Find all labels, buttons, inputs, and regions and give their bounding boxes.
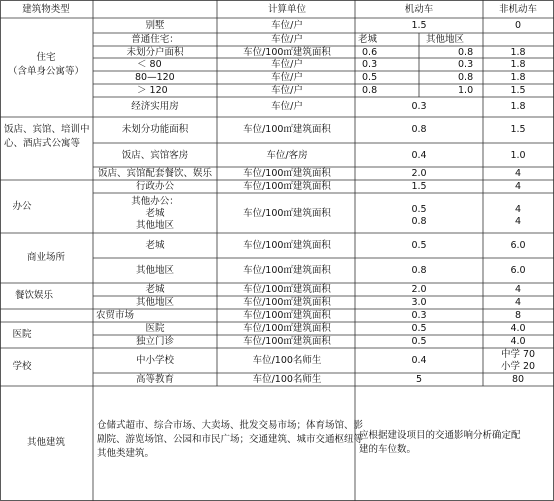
ordinary-other-area: 其他地区 bbox=[426, 34, 465, 45]
r80-120-nonmotor: 1.8 bbox=[510, 72, 526, 83]
commercial-other-unit: 车位/100㎡建筑面积 bbox=[243, 265, 331, 276]
other-buildings-label: 其他建筑 bbox=[26, 437, 66, 448]
r80-120-unit: 车位/户 bbox=[271, 72, 303, 83]
office-admin-name: 行政办公 bbox=[135, 181, 175, 192]
hotel-support-name: 饭店、宾馆配套餐饮、娱乐 bbox=[97, 168, 213, 179]
villa-nonmotor: 0 bbox=[514, 20, 522, 31]
unclassified-name: 未划分户面积 bbox=[126, 47, 184, 58]
gt120-unit: 车位/户 bbox=[271, 85, 303, 96]
other-buildings-desc-line3: 其他类建筑。 bbox=[97, 448, 155, 459]
dining-old-name: 老城 bbox=[145, 284, 165, 295]
header-nonmotor: 非机动车 bbox=[498, 4, 538, 15]
unclassified-other: 0.8 bbox=[458, 47, 474, 58]
office-other-name2: 老城 bbox=[145, 208, 165, 219]
hotel-label: 饭店、宾馆、培训中心、酒店式公寓等 bbox=[4, 124, 90, 149]
lt80-name: ＜ 80 bbox=[137, 59, 162, 70]
residential-label: 住宅 bbox=[36, 52, 56, 63]
header-motor: 机动车 bbox=[404, 4, 434, 15]
office-label: 办公 bbox=[12, 201, 32, 212]
affordable-nonmotor: 1.8 bbox=[510, 101, 526, 112]
clinic-nonmotor: 4.0 bbox=[510, 336, 526, 347]
r80-120-name: 80—120 bbox=[135, 72, 175, 83]
school-primary-motor: 0.4 bbox=[411, 355, 427, 366]
clinic-motor: 0.5 bbox=[411, 336, 427, 347]
clinic-unit: 车位/100㎡建筑面积 bbox=[243, 336, 331, 347]
lt80-nonmotor: 1.8 bbox=[510, 59, 526, 70]
hotel-rooms-motor: 0.4 bbox=[411, 150, 427, 161]
unclassified-nonmotor: 1.8 bbox=[510, 47, 526, 58]
hotel-support-motor: 2.0 bbox=[411, 168, 427, 179]
hotel-unclassified-nonmotor: 1.5 bbox=[510, 124, 526, 135]
hotel-support-unit: 车位/100㎡建筑面积 bbox=[243, 168, 331, 179]
office-other-motor1: 0.5 bbox=[411, 204, 427, 215]
hospital-label: 医院 bbox=[12, 329, 32, 340]
office-other-nonmotor2: 4 bbox=[514, 216, 522, 227]
affordable-unit: 车位/户 bbox=[271, 101, 303, 112]
lt80-unit: 车位/户 bbox=[271, 59, 303, 70]
commercial-other-motor: 0.8 bbox=[411, 265, 427, 276]
hospital-name: 医院 bbox=[145, 323, 165, 334]
header-unit: 计算单位 bbox=[267, 4, 307, 15]
hotel-rooms-name: 饭店、宾馆客房 bbox=[121, 150, 189, 161]
office-other-motor2: 0.8 bbox=[411, 216, 427, 227]
commercial-other-name: 其他地区 bbox=[135, 265, 175, 276]
hotel-unclassified-name: 未划分功能面积 bbox=[121, 124, 189, 135]
hotel-rooms-nonmotor: 1.0 bbox=[510, 150, 526, 161]
farm-market-name: 农贸市场 bbox=[95, 310, 135, 321]
commercial-other-nonmotor: 6.0 bbox=[510, 265, 526, 276]
hospital-nonmotor: 4.0 bbox=[510, 323, 526, 334]
farm-market-unit: 车位/100㎡建筑面积 bbox=[243, 310, 331, 321]
ordinary-name: 普通住宅： bbox=[131, 34, 179, 45]
school-higher-name: 高等教育 bbox=[135, 374, 175, 385]
unclassified-unit: 车位/100㎡建筑面积 bbox=[243, 47, 331, 58]
commercial-old-nonmotor: 6.0 bbox=[510, 240, 526, 251]
dining-other-name: 其他地区 bbox=[135, 297, 175, 308]
r80-120-other: 0.8 bbox=[458, 72, 474, 83]
villa-motor: 1.5 bbox=[411, 20, 427, 31]
affordable-motor: 0.3 bbox=[411, 101, 427, 112]
school-higher-motor: 5 bbox=[415, 374, 423, 385]
farm-market-nonmotor: 8 bbox=[514, 310, 522, 321]
hotel-unclassified-motor: 0.8 bbox=[411, 124, 427, 135]
school-label: 学校 bbox=[12, 361, 32, 372]
farm-market-motor: 0.3 bbox=[411, 310, 427, 321]
office-admin-nonmotor: 4 bbox=[514, 181, 522, 192]
ordinary-unit: 车位/户 bbox=[271, 34, 303, 45]
other-buildings-note-line2: 建的车位数。 bbox=[359, 444, 417, 455]
office-admin-unit: 车位/100㎡建筑面积 bbox=[243, 181, 331, 192]
hospital-motor: 0.5 bbox=[411, 323, 427, 334]
dining-label: 餐饮娱乐 bbox=[14, 290, 54, 301]
affordable-name: 经济实用房 bbox=[131, 101, 179, 112]
other-buildings-desc-line2: 剧院、游览场馆、公园和市民广场；交通建筑、城市交通枢纽等 bbox=[97, 434, 364, 445]
gt120-other: 1.0 bbox=[458, 85, 474, 96]
r80-120-old: 0.5 bbox=[362, 72, 378, 83]
dining-old-nonmotor: 4 bbox=[514, 284, 522, 295]
residential-sublabel: （含单身公寓等） bbox=[7, 66, 85, 77]
office-other-unit: 车位/100㎡建筑面积 bbox=[243, 208, 331, 219]
office-other-nonmotor1: 4 bbox=[514, 204, 522, 215]
dining-other-nonmotor: 4 bbox=[514, 297, 522, 308]
hotel-rooms-unit: 车位/客房 bbox=[266, 150, 308, 161]
gt120-old: 0.8 bbox=[362, 85, 378, 96]
hotel-support-nonmotor: 4 bbox=[514, 168, 522, 179]
gt120-name: ＞ 120 bbox=[137, 85, 168, 96]
office-admin-motor: 1.5 bbox=[411, 181, 427, 192]
gt120-nonmotor: 1.5 bbox=[510, 85, 526, 96]
commercial-old-motor: 0.5 bbox=[411, 240, 427, 251]
school-higher-unit: 车位/100名师生 bbox=[252, 374, 322, 385]
ordinary-old-city: 老城 bbox=[358, 34, 378, 45]
dining-other-motor: 3.0 bbox=[411, 297, 427, 308]
school-primary-nonmotor1: 中学 70 bbox=[500, 349, 536, 360]
commercial-old-unit: 车位/100㎡建筑面积 bbox=[243, 240, 331, 251]
office-other-name1: 其他办公： bbox=[131, 196, 179, 207]
other-buildings-note-line1: 应根据建设项目的交通影响分析确定配 bbox=[359, 430, 521, 441]
school-primary-unit: 车位/100名师生 bbox=[252, 355, 322, 366]
villa-unit: 车位/户 bbox=[271, 20, 303, 31]
hospital-unit: 车位/100㎡建筑面积 bbox=[243, 323, 331, 334]
dining-other-unit: 车位/100㎡建筑面积 bbox=[243, 297, 331, 308]
clinic-name: 独立门诊 bbox=[135, 336, 175, 347]
dining-old-motor: 2.0 bbox=[411, 284, 427, 295]
school-higher-nonmotor: 80 bbox=[511, 374, 525, 385]
hotel-unclassified-unit: 车位/100㎡建筑面积 bbox=[243, 124, 331, 135]
school-primary-name: 中小学校 bbox=[135, 355, 175, 366]
lt80-other: 0.3 bbox=[458, 59, 474, 70]
school-primary-nonmotor2: 小学 20 bbox=[500, 361, 536, 372]
office-other-name3: 其他地区 bbox=[135, 220, 175, 231]
header-building-type: 建筑物类型 bbox=[22, 4, 70, 15]
commercial-old-name: 老城 bbox=[145, 240, 165, 251]
commercial-label: 商业场所 bbox=[26, 252, 66, 263]
villa-name: 别墅 bbox=[145, 20, 165, 31]
lt80-old: 0.3 bbox=[362, 59, 378, 70]
unclassified-old: 0.6 bbox=[362, 47, 378, 58]
other-buildings-desc-line1: 仓储式超市、综合市场、大卖场、批发交易市场；体育场馆、影 bbox=[97, 420, 364, 431]
dining-old-unit: 车位/100㎡建筑面积 bbox=[243, 284, 331, 295]
